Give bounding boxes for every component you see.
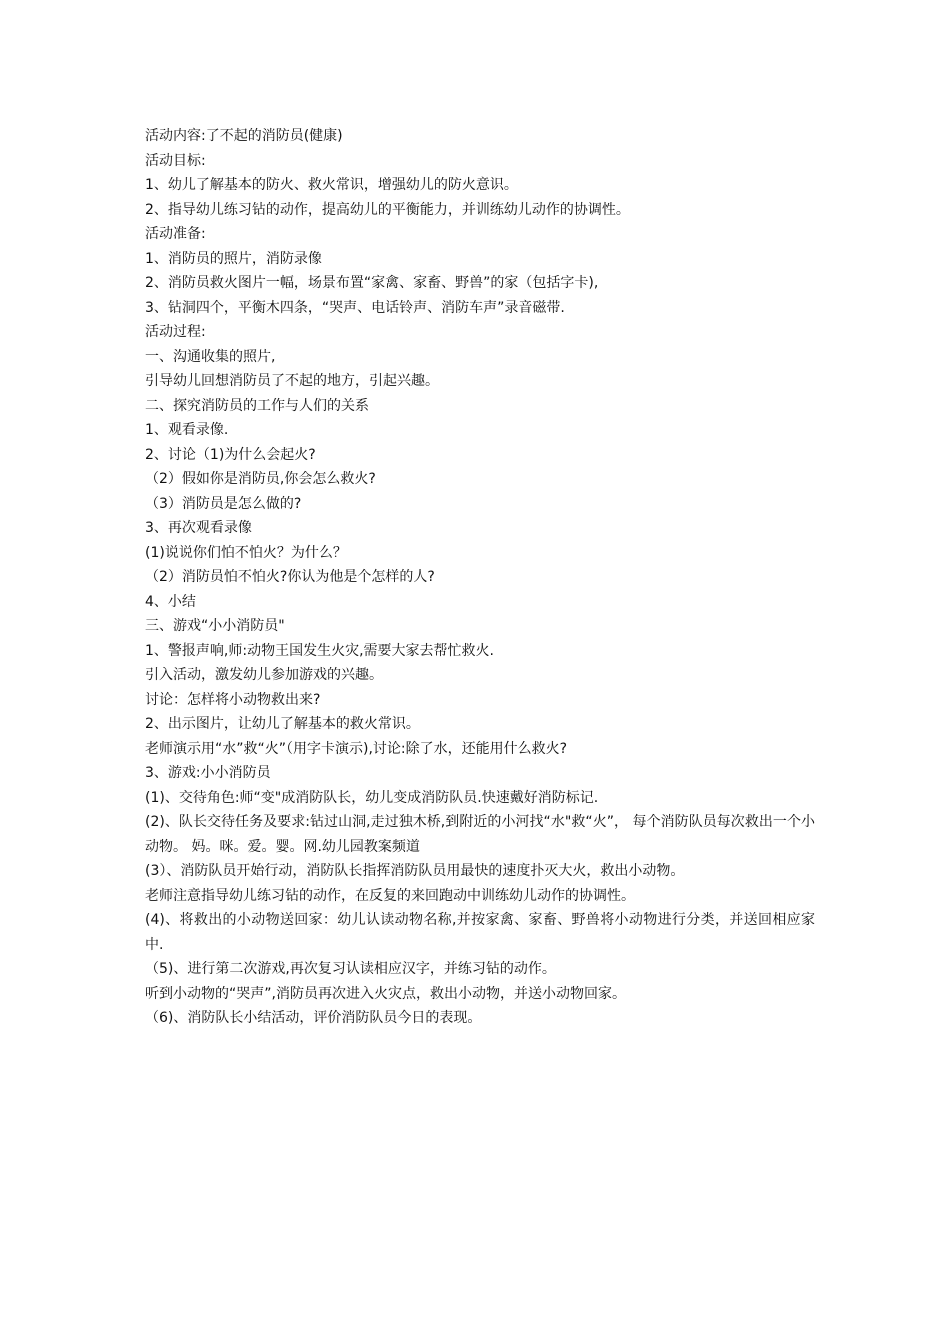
process-line: (3）、消防队员开始行动，消防队长指挥消防队员用最快的速度扑灭大火，救出小动物。 <box>145 863 685 879</box>
activity-title: 活动内容:了不起的消防员(健康) <box>145 128 343 144</box>
process-line: 老师注意指导幼儿练习钻的动作，在反复的来回跑动中训练幼儿动作的协调性。 <box>145 887 635 904</box>
process-section: 三、游戏“小小消防员" <box>145 618 285 634</box>
process-line: 2、出示图片，让幼儿了解基本的救火常识。 <box>145 716 420 732</box>
process-line: 3、游戏:小小消防员 <box>145 765 271 781</box>
process-line: 引导幼儿回想消防员了不起的地方，引起兴趣。 <box>145 373 439 389</box>
process-line: 2、讨论（1)为什么会起火? <box>145 446 316 463</box>
process-line: (1)、交待角色:师“变"成消防队长，幼儿变成消防队员.快速戴好消防标记. <box>145 789 599 806</box>
process-line: 听到小动物的“哭声”,消防员再次进入火灾点，救出小动物，并送小动物回家。 <box>145 985 626 1002</box>
goal-item: 2、指导幼儿练习钻的动作，提高幼儿的平衡能力，并训练幼儿动作的协调性。 <box>145 201 630 218</box>
preparation-item: 3、钻洞四个，平衡木四条，“哭声、电话铃声、消防车声”录音磁带. <box>145 299 565 316</box>
process-line: （2）假如你是消防员,你会怎么救火? <box>145 471 376 487</box>
process-line: 老师演示用“水”救“火”（用字卡演示),讨论:除了水，还能用什么救火? <box>145 740 568 757</box>
process-section: 二、探究消防员的工作与人们的关系 <box>145 397 369 414</box>
process-section: 一、沟通收集的照片, <box>145 348 276 365</box>
process-line: （2）消防员怕不怕火?你认为他是个怎样的人? <box>145 569 435 585</box>
process-heading: 活动过程: <box>145 324 206 340</box>
process-line: （6)、消防队长小结活动，评价消防队员今日的表现。 <box>145 1010 482 1026</box>
preparation-item: 1、消防员的照片，消防录像 <box>145 250 322 267</box>
process-line: 4、小结 <box>145 593 196 610</box>
preparation-item: 2、消防员救火图片一幅，场景布置“家禽、家畜、野兽”的家（包括字卡), <box>145 275 599 291</box>
process-line: 1、警报声响,师:动物王国发生火灾,需要大家去帮忙救火. <box>145 642 494 659</box>
process-line: (2)、队长交待任务及要求:钻过山洞,走过独木桥,到附近的小河找“水"救“火”， 每个消防队员每次救出一个小动物。 妈。咪。爱。婴。网.幼儿园教案频道 <box>145 814 815 855</box>
process-line: 1、观看录像. <box>145 422 229 438</box>
process-line: （5)、进行第二次游戏,再次复习认读相应汉字，并练习钻的动作。 <box>145 961 556 977</box>
goal-item: 1、幼儿了解基本的防火、救火常识，增强幼儿的防火意识。 <box>145 177 518 193</box>
process-line: 讨论：怎样将小动物救出来? <box>145 691 321 708</box>
document-body <box>145 124 815 1031</box>
preparation-heading: 活动准备: <box>145 226 206 242</box>
process-line: (1)说说你们怕不怕火？为什么？ <box>145 544 347 561</box>
process-line: (4)、将救出的小动物送回家：幼儿认读动物名称,并按家禽、家畜、野兽将小动物进行分类，并送回相应家中. <box>145 912 815 953</box>
process-line: 引入活动，激发幼儿参加游戏的兴趣。 <box>145 667 383 683</box>
process-line: 3、再次观看录像 <box>145 520 252 536</box>
process-line: （3）消防员是怎么做的? <box>145 495 302 512</box>
goals-heading: 活动目标: <box>145 152 206 169</box>
